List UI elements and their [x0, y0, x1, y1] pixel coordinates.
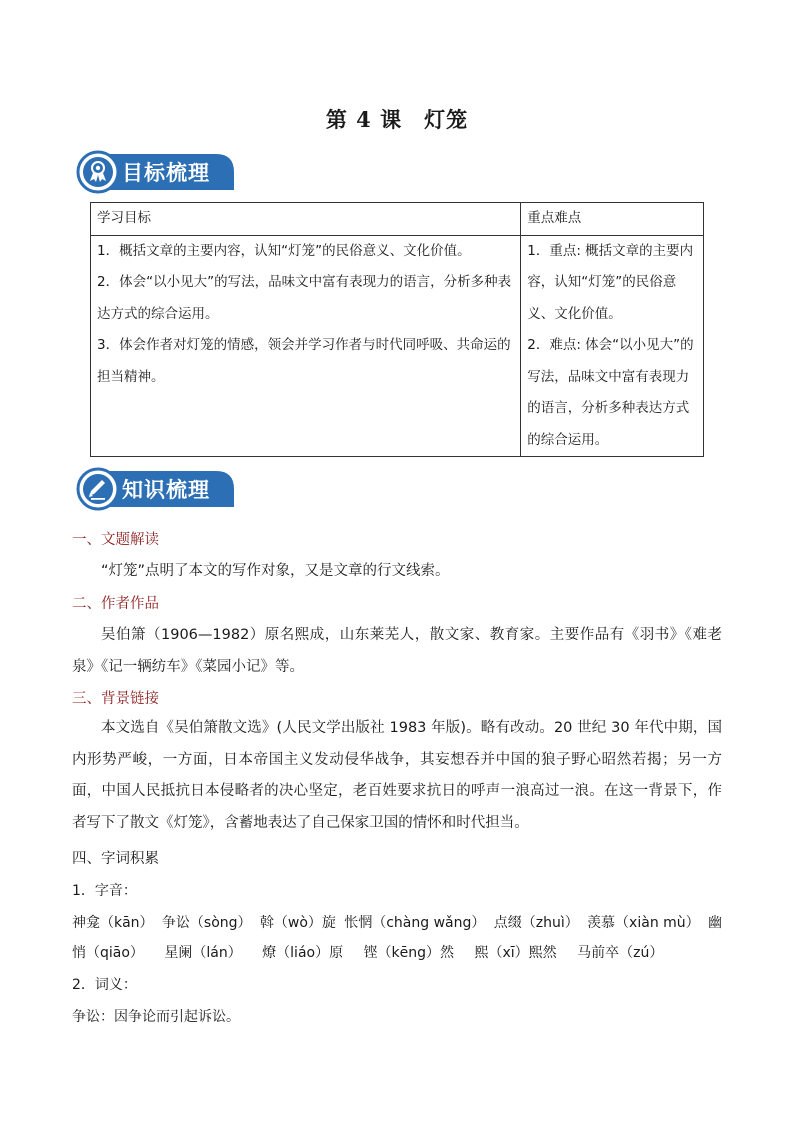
pron-item: 铿（kēng）然 — [363, 945, 455, 961]
pron-item: 马前卒（zú） — [577, 945, 664, 961]
pron-item: 悄（qiāo） — [72, 945, 144, 961]
header-keypoints: 重点难点 — [521, 203, 704, 236]
vocabulary-item: 争讼：因争论而引起诉讼。 — [72, 1009, 240, 1025]
keypoint-item: 2．难点: 体会“以小见大”的写法，品味文中富有表现力的语言，分析多种表达方式的综合运用。 — [527, 337, 694, 448]
vocabulary-label: 2．词义： — [72, 977, 137, 993]
pron-item: 幽 — [708, 915, 722, 931]
banner-label: 知识梳理 — [122, 478, 210, 502]
pron-item: 星阑（lán） — [164, 945, 242, 961]
pron-item: 神龛（kān） — [72, 915, 154, 931]
table-header-row — [91, 203, 704, 236]
section-heading: 一、文题解读 — [72, 532, 159, 548]
pron-item: 斡（wò）旋 — [259, 915, 336, 931]
banner-label: 目标梳理 — [122, 161, 210, 185]
pron-item: 燎（liáo）原 — [262, 945, 344, 961]
pronunciation-row — [72, 912, 722, 932]
pronunciation-row — [72, 942, 663, 962]
knowledge-banner — [76, 467, 236, 511]
goal-item: 1．概括文章的主要内容，认知“灯笼”的民俗意义、文化价值。 — [97, 242, 471, 259]
section-text: 本文选自《吴伯箫散文选》(人民文学出版社 1983 年版)。略有改动。20 世纪 30 年代中期，国内形势严峻，一方面，日本帝国主义发动侵华战争，其妄想吞并中国的狼子野心昭然若揭；另一方面，中国人民抵抗日本侵略者的决心坚定，老百姓要求抗日的呼声一浪高过一浪。在这一背景下，作者写下了散文《灯笼》，含蓄地表达了自己保家卫国的情怀和时代担当。 — [72, 720, 722, 831]
section-heading: 三、背景链接 — [72, 691, 159, 707]
pron-item: 羡慕（xiàn mù） — [587, 915, 700, 931]
goal-item: 3．体会作者对灯笼的情感，领会并学习作者与时代同呼吸、共命运的担当精神。 — [97, 337, 511, 385]
keypoints-cell — [521, 235, 704, 457]
section-heading: 四、字词积累 — [72, 851, 159, 867]
section-text: 吴伯箫（1906—1982）原名熙成，山东莱芜人，散文家、教育家。主要作品有《羽书》《难老泉》《记一辆纺车》《菜园小记》等。 — [72, 627, 722, 675]
goals-table — [90, 202, 704, 457]
goals-banner — [76, 150, 236, 194]
pron-item: 争讼（sòng） — [161, 915, 252, 931]
section-heading: 二、作者作品 — [72, 596, 159, 612]
pron-item: 怅惘（chàng wǎng） — [344, 915, 486, 931]
pron-item: 熙（xī）熙然 — [474, 945, 557, 961]
table-row — [91, 235, 704, 457]
header-goals: 学习目标 — [91, 203, 521, 236]
pronunciation-label: 1．字音： — [72, 883, 137, 899]
page-title: 第 4 课 灯笼 — [325, 107, 469, 132]
keypoint-item: 1．重点: 概括文章的主要内容，认知“灯笼”的民俗意义、文化价值。 — [527, 242, 694, 322]
goal-item: 2．体会“以小见大”的写法，品味文中富有表现力的语言，分析多种表达方式的综合运用。 — [97, 274, 512, 322]
section-text: “灯笼”点明了本文的写作对象，又是文章的行文线索。 — [101, 563, 450, 579]
pron-item: 点缀（zhuì） — [493, 915, 579, 931]
goals-cell — [91, 235, 521, 457]
